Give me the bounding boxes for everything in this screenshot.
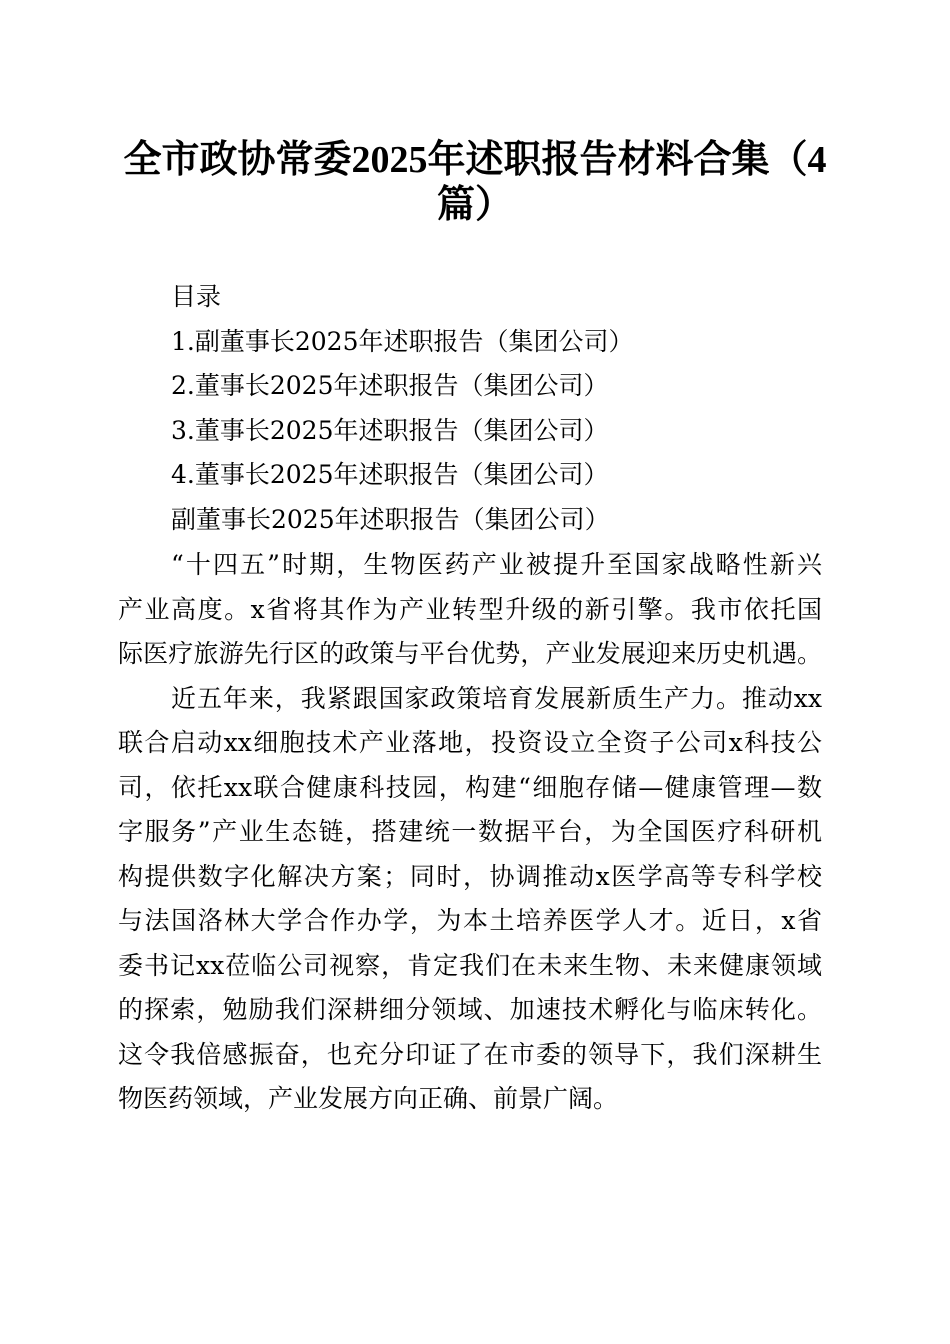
paragraph-line: 构提供数字化解决方案；同时，协调推动x医学高等专科学校: [118, 862, 822, 891]
toc-item: 1.副董事长2025年述职报告（集团公司）: [171, 327, 634, 356]
paragraph-line: 的探索，勉励我们深耕细分领域、加速技术孵化与临床转化。: [118, 995, 822, 1024]
paragraph-line: 这令我倍感振奋，也充分印证了在市委的领导下，我们深耕生: [118, 1040, 822, 1069]
paragraph-line: 产业高度。x省将其作为产业转型升级的新引擎。我市依托国: [118, 595, 822, 624]
paragraph-line: 物医药领域，产业发展方向正确、前景广阔。: [118, 1084, 619, 1113]
section-title: 副董事长2025年述职报告（集团公司）: [171, 505, 610, 534]
paragraph-line: 字服务”产业生态链，搭建统一数据平台，为全国医疗科研机: [118, 817, 822, 846]
paragraph-line: 与法国洛林大学合作办学，为本土培养医学人才。近日，x省: [118, 906, 822, 935]
paragraph-line: 委书记xx莅临公司视察，肯定我们在未来生物、未来健康领域: [118, 951, 822, 980]
toc-heading: 目录: [171, 282, 222, 311]
toc-item: 2.董事长2025年述职报告（集团公司）: [171, 371, 609, 400]
document-title-line-1: 全市政协常委2025年述职报告材料合集（4: [123, 139, 827, 181]
toc-item: 4.董事长2025年述职报告（集团公司）: [171, 460, 609, 489]
document-title-line-2: 篇）: [436, 184, 513, 226]
toc-item: 3.董事长2025年述职报告（集团公司）: [171, 416, 609, 445]
paragraph-line: 近五年来，我紧跟国家政策培育发展新质生产力。推动xx: [171, 684, 822, 713]
paragraph-line: “十四五”时期，生物医药产业被提升至国家战略性新兴: [171, 550, 822, 579]
paragraph-line: 联合启动xx细胞技术产业落地，投资设立全资子公司x科技公: [118, 728, 822, 757]
paragraph-line: 际医疗旅游先行区的政策与平台优势，产业发展迎来历史机遇。: [118, 639, 822, 668]
paragraph-line: 司，依托xx联合健康科技园，构建“细胞存储—健康管理—数: [118, 773, 822, 802]
